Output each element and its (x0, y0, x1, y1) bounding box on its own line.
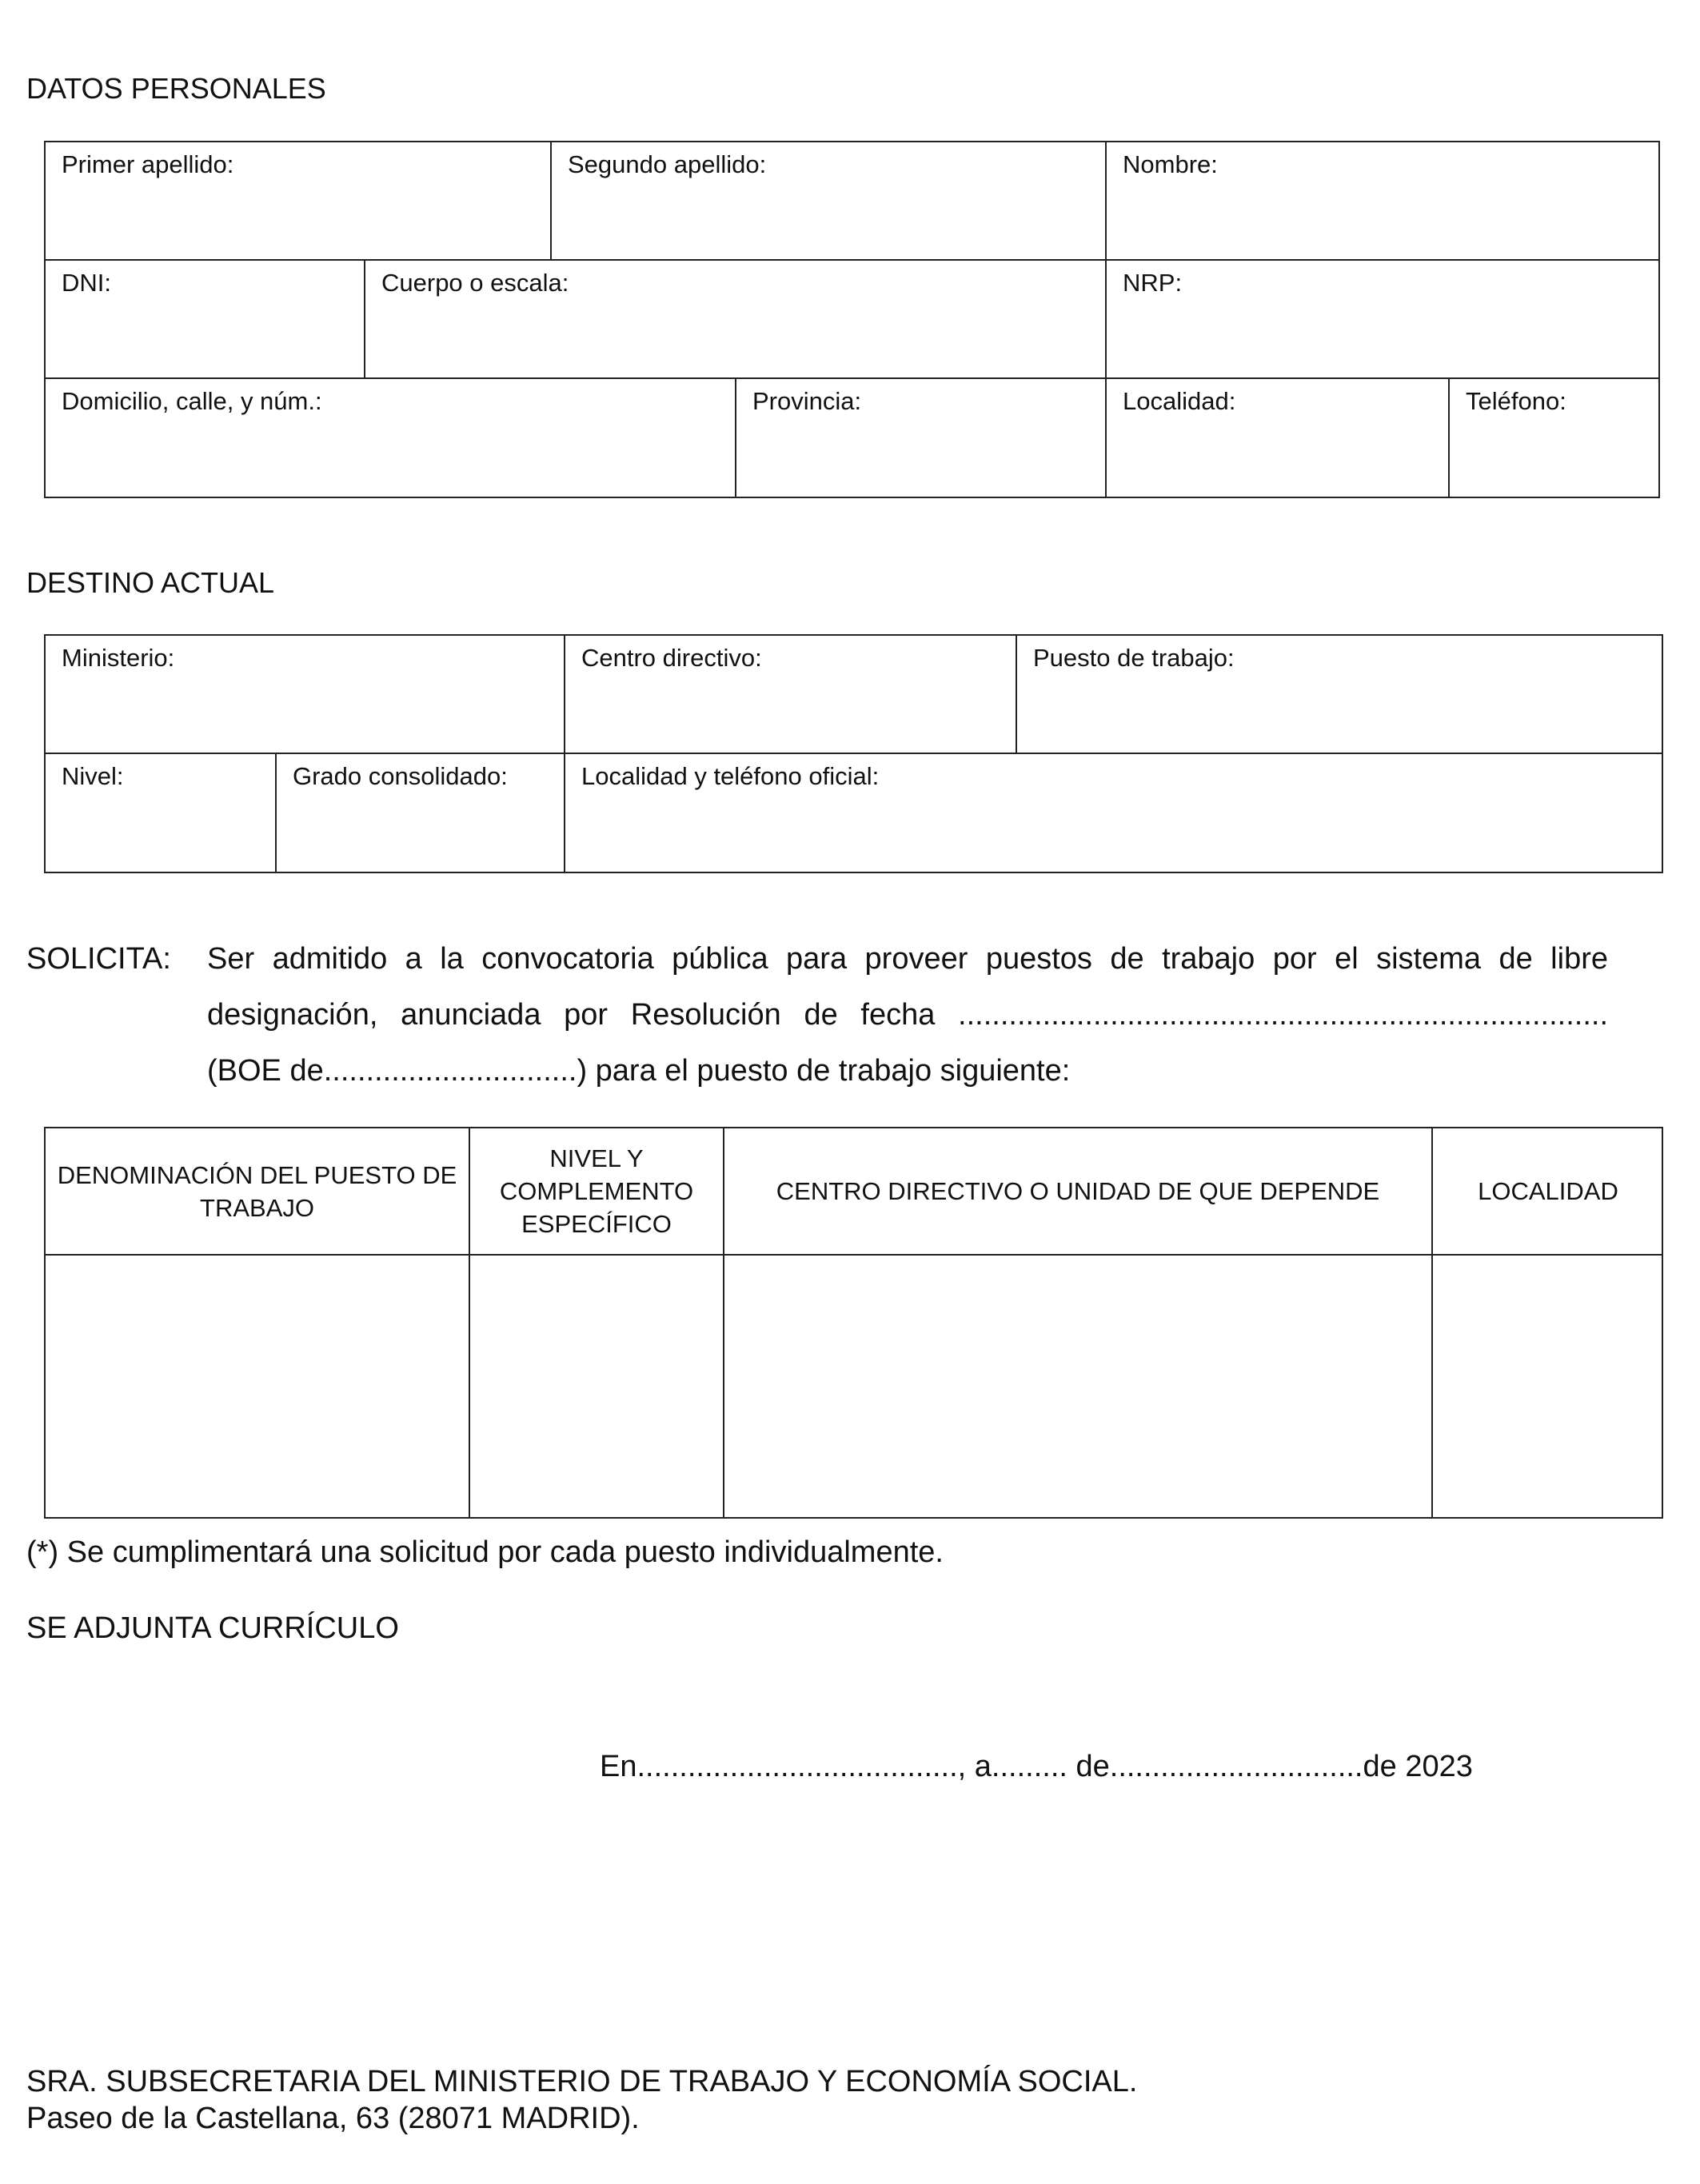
field-localidad-telefono-oficial[interactable] (565, 754, 1663, 873)
label-segundo-apellido: Segundo apellido: (568, 150, 767, 178)
field-segundo-apellido[interactable] (552, 142, 1107, 261)
label-localidad-telefono-oficial: Localidad y teléfono oficial: (581, 762, 880, 790)
field-nrp[interactable] (1107, 261, 1660, 379)
label-domicilio: Domicilio, calle, y núm.: (62, 387, 322, 415)
note-text: (*) Se cumplimentará una solicitud por cada puesto individualmente. (26, 1535, 944, 1569)
input-localidad[interactable] (1433, 1256, 1663, 1519)
column-header-nivel-complemento: NIVEL Y COMPLEMENTO ESPECÍFICO (470, 1128, 724, 1256)
field-nivel[interactable] (46, 754, 277, 873)
puesto-solicitado-table (44, 1127, 1663, 1519)
input-denominacion[interactable] (46, 1256, 470, 1519)
column-header-centro-directivo: CENTRO DIRECTIVO O UNIDAD DE QUE DEPENDE (724, 1128, 1433, 1256)
label-cuerpo-escala: Cuerpo o escala: (381, 269, 569, 297)
label-nivel: Nivel: (62, 762, 124, 790)
input-nivel-complemento[interactable] (470, 1256, 724, 1519)
section-heading-destino-actual: DESTINO ACTUAL (26, 566, 275, 599)
label-dni: DNI: (62, 269, 111, 297)
solicita-line-1: Ser admitido a la convocatoria pública para proveer puestos de trabajo por el sistema de libre (207, 942, 1608, 976)
field-puesto-trabajo[interactable] (1017, 636, 1663, 754)
datos-personales-table (44, 141, 1660, 498)
label-localidad: Localidad: (1123, 387, 1236, 415)
field-domicilio[interactable] (46, 379, 736, 498)
destinatario-line-1: SRA. SUBSECRETARIA DEL MINISTERIO DE TRABAJO Y ECONOMÍA SOCIAL. (26, 2065, 1138, 2098)
field-provincia[interactable] (736, 379, 1107, 498)
field-nombre[interactable] (1107, 142, 1660, 261)
field-localidad[interactable] (1107, 379, 1450, 498)
column-header-localidad: LOCALIDAD (1433, 1128, 1663, 1256)
field-centro-directivo[interactable] (565, 636, 1017, 754)
solicita-line-2: designación, anunciada por Resolución de fecha ............................................................................. (207, 998, 1608, 1032)
label-centro-directivo: Centro directivo: (581, 644, 762, 672)
label-ministerio: Ministerio: (62, 644, 175, 672)
section-heading-datos-personales: DATOS PERSONALES (26, 72, 326, 105)
fecha-lugar-line: En......................................, a......... de..............................de 2023 (600, 1750, 1473, 1783)
input-centro-directivo[interactable] (724, 1256, 1433, 1519)
destino-actual-table (44, 634, 1663, 873)
column-header-denominacion: DENOMINACIÓN DEL PUESTO DE TRABAJO (46, 1128, 470, 1256)
field-dni[interactable] (46, 261, 365, 379)
label-puesto-trabajo: Puesto de trabajo: (1033, 644, 1235, 672)
field-grado-consolidado[interactable] (277, 754, 565, 873)
solicita-label: SOLICITA: (26, 942, 171, 976)
destinatario-line-2: Paseo de la Castellana, 63 (28071 MADRID). (26, 2102, 640, 2135)
solicita-line-3: (BOE de..............................) para el puesto de trabajo siguiente: (207, 1054, 1071, 1088)
label-telefono: Teléfono: (1466, 387, 1566, 415)
adjunta-curriculo: SE ADJUNTA CURRÍCULO (26, 1611, 399, 1645)
field-cuerpo-escala[interactable] (365, 261, 1107, 379)
field-ministerio[interactable] (46, 636, 565, 754)
label-grado-consolidado: Grado consolidado: (293, 762, 508, 790)
label-nrp: NRP: (1123, 269, 1183, 297)
label-nombre: Nombre: (1123, 150, 1218, 178)
field-telefono[interactable] (1450, 379, 1660, 498)
label-provincia: Provincia: (752, 387, 862, 415)
field-primer-apellido[interactable] (46, 142, 552, 261)
label-primer-apellido: Primer apellido: (62, 150, 234, 178)
